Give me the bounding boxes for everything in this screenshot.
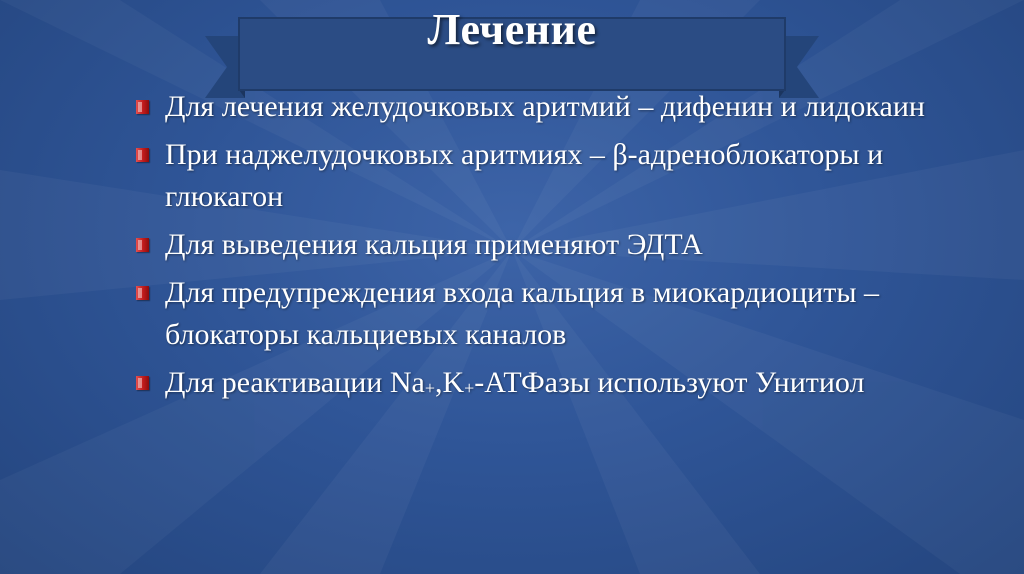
list-item xyxy=(134,134,934,218)
bullet-text-part: -АТФазы используют Унитиол xyxy=(474,366,865,399)
bullet-text: При наджелудочковых аритмиях – β-адреноблокаторы и глюкагон xyxy=(165,138,884,213)
list-item xyxy=(134,86,934,128)
bullet-square-icon xyxy=(136,286,149,300)
bullet-text: Для предупреждения входа кальция в миокардиоциты – блокаторы кальциевых каналов xyxy=(165,276,879,351)
list-item xyxy=(134,224,934,266)
bullet-square-icon xyxy=(136,238,149,252)
bullet-text xyxy=(165,366,865,399)
bullet-text: Для лечения желудочковых аритмий – дифенин и лидокаин xyxy=(165,90,925,123)
bullet-text: Для выведения кальция применяют ЭДТА xyxy=(165,228,703,261)
bullet-square-icon xyxy=(136,376,149,390)
bullet-text-part: ,K xyxy=(434,366,465,399)
ion-charge-sign: + xyxy=(424,378,435,398)
bullet-square-icon xyxy=(136,100,149,114)
bullet-list xyxy=(134,86,934,415)
ion-charge-sign: + xyxy=(464,378,475,398)
bullet-square-icon xyxy=(136,148,149,162)
slide-title: Лечение xyxy=(427,5,597,54)
bullet-text-part: Для реактивации Na xyxy=(165,366,425,399)
list-item xyxy=(134,362,934,409)
list-item xyxy=(134,272,934,356)
